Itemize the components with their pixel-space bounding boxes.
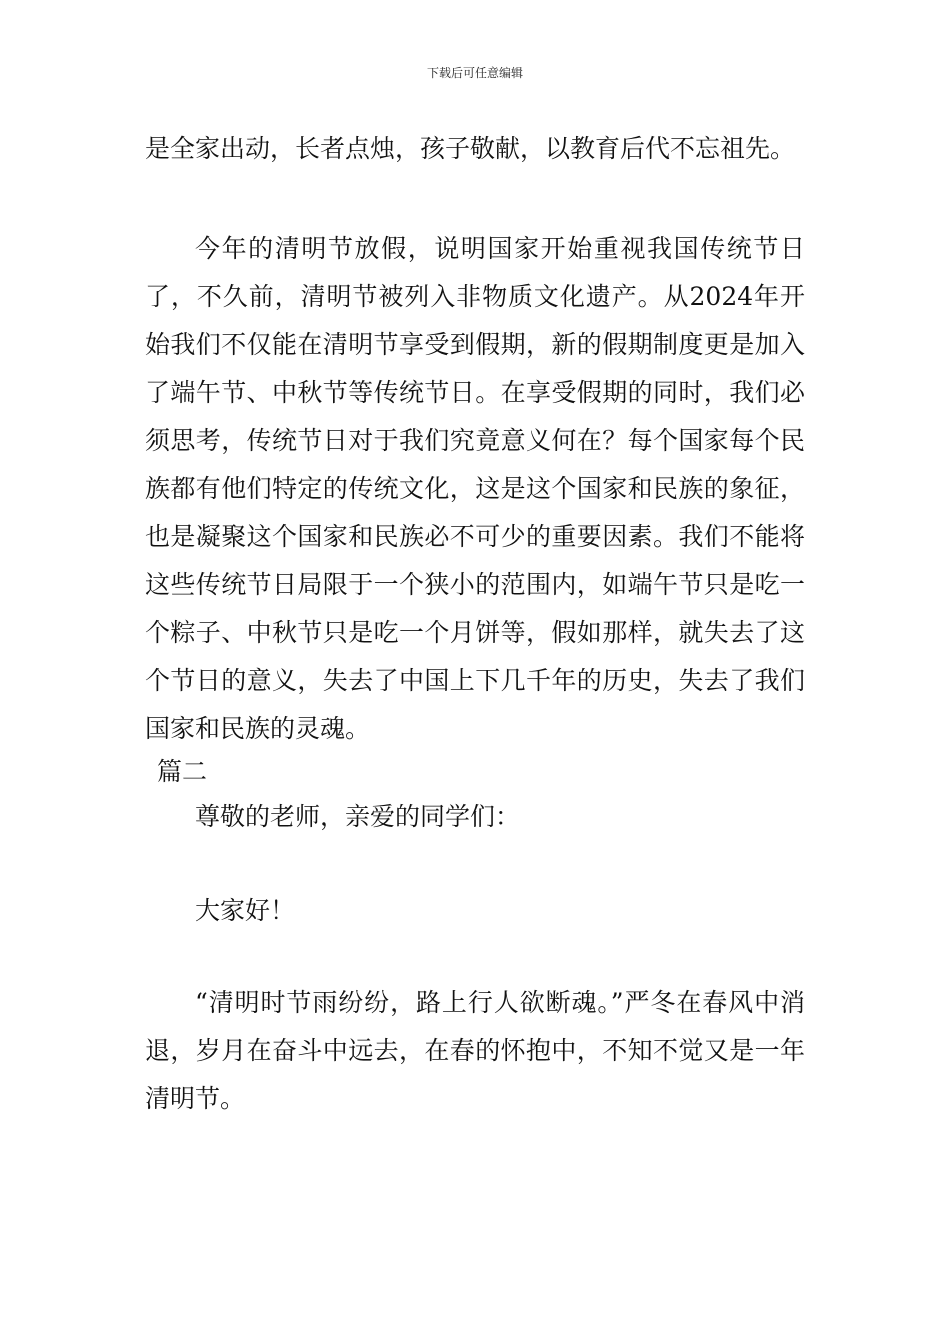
section-title: 篇二: [157, 757, 208, 786]
paragraph-poem: “清明时节雨纷纷，路上行人欲断魂。”严冬在春风中消退，岁月在奋斗中远去，在春的怀抱中，不知不觉又是一年清明节。: [145, 988, 805, 1113]
greeting: 大家好！: [195, 896, 296, 925]
salutation: 尊敬的老师，亲爱的同学们：: [195, 802, 521, 831]
paragraph-continuation: 是全家出动，长者点烛，孩子敬献，以教育后代不忘祖先。: [145, 134, 796, 163]
paragraph-holiday: 今年的清明节放假，说明国家开始重视我国传统节日了，不久前，清明节被列入非物质文化遗产。从2024年开始我们不仅能在清明节享受到假期，新的假期制度更是加入了端午节、中秋节等传统节日。在享受假期的同时，我们必须思考，传统节日对于我们究竟意义何在？每个国家每个民族都有他们特定的传统文化，这是这个国家和民族的象征，也是凝聚这个国家和民族必不可少的重要因素。我们不能将这些传统节日局限于一个狭小的范围内，如端午节只是吃一个粽子、中秋节只是吃一个月饼等，假如那样，就失去了这个节日的意义，失去了中国上下几千年的历史，失去了我们国家和民族的灵魂。: [145, 234, 805, 743]
page-header-note: 下载后可任意编辑: [426, 66, 523, 80]
body-text: [145, 125, 805, 1123]
